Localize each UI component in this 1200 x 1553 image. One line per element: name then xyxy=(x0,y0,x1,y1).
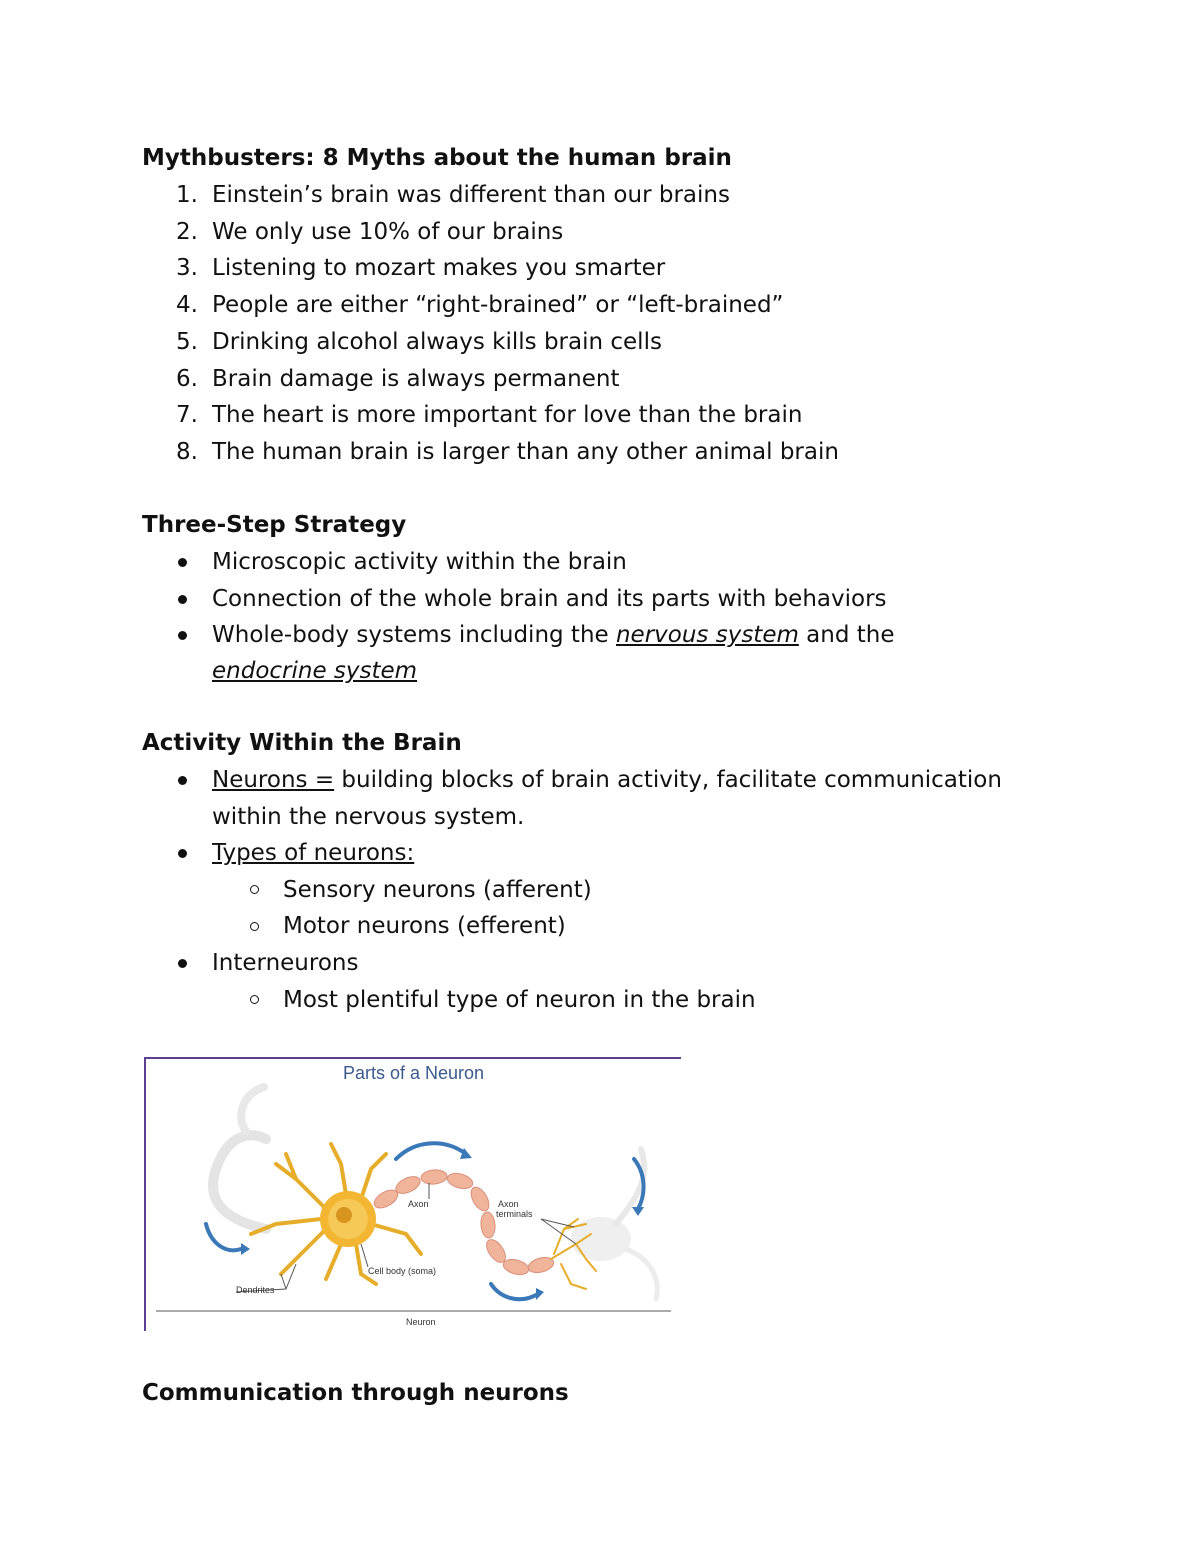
neurons-definition-cont: within the nervous system. xyxy=(212,804,525,830)
figure-title: Parts of a Neuron xyxy=(342,1063,485,1083)
bullet-icon xyxy=(178,558,187,567)
list-item: People are either “right-brained” or “left-brained” xyxy=(212,292,784,318)
communication-heading: Communication through neurons xyxy=(142,1380,569,1406)
neurons-term: Neurons = xyxy=(212,767,335,793)
axon-terminals-label: Axon xyxy=(498,1199,519,1209)
list-item: The human brain is larger than any other animal brain xyxy=(212,439,839,465)
list-item: Brain damage is always permanent xyxy=(212,366,620,392)
activity-heading: Activity Within the Brain xyxy=(142,730,462,756)
list-item: Listening to mozart makes you smarter xyxy=(212,255,666,281)
list-number: 4. xyxy=(176,292,198,318)
bullet-text: Whole-body systems including the xyxy=(212,622,616,648)
hollow-bullet-icon xyxy=(250,995,259,1004)
bullet-icon xyxy=(178,776,187,785)
cell-body-label: Cell body (soma) xyxy=(368,1266,437,1276)
list-item: Motor neurons (efferent) xyxy=(283,913,566,939)
list-item: The heart is more important for love than the brain xyxy=(212,402,803,428)
endocrine-system-term: endocrine system xyxy=(212,658,418,684)
dendrites-label: Dendrites xyxy=(236,1285,275,1295)
bullet-icon xyxy=(178,849,187,858)
list-item: Microscopic activity within the brain xyxy=(212,549,627,575)
list-number: 2. xyxy=(176,219,198,245)
list-item: Einstein’s brain was different than our brains xyxy=(212,182,730,208)
list-item xyxy=(212,620,895,650)
bullet-icon xyxy=(178,631,187,640)
neuron-diagram xyxy=(144,1057,681,1331)
list-item: Sensory neurons (afferent) xyxy=(283,877,592,903)
neuron-illustration xyxy=(146,1059,681,1331)
types-of-neurons-label: Types of neurons: xyxy=(212,840,415,866)
list-number: 8. xyxy=(176,439,198,465)
list-item: Most plentiful type of neuron in the brain xyxy=(283,987,756,1013)
bullet-icon xyxy=(178,959,187,968)
list-number: 3. xyxy=(176,255,198,281)
bullet-text: and the xyxy=(798,622,895,648)
list-item: We only use 10% of our brains xyxy=(212,219,564,245)
axon-terminals-label-line2: terminals xyxy=(496,1209,533,1219)
list-number: 5. xyxy=(176,329,198,355)
list-number: 6. xyxy=(176,366,198,392)
list-number: 1. xyxy=(176,182,198,208)
myths-heading: Mythbusters: 8 Myths about the human brain xyxy=(142,145,732,171)
hollow-bullet-icon xyxy=(250,922,259,931)
list-item xyxy=(212,765,1002,795)
bullet-icon xyxy=(178,595,187,604)
list-number: 7. xyxy=(176,402,198,428)
list-item: Drinking alcohol always kills brain cells xyxy=(212,329,662,355)
neuron-label: Neuron xyxy=(406,1317,436,1327)
list-item: Interneurons xyxy=(212,950,359,976)
hollow-bullet-icon xyxy=(250,885,259,894)
nervous-system-term: nervous system xyxy=(615,622,799,648)
list-item: Connection of the whole brain and its parts with behaviors xyxy=(212,586,887,612)
axon-label: Axon xyxy=(408,1199,429,1209)
strategy-heading: Three-Step Strategy xyxy=(142,512,407,538)
neurons-definition: building blocks of brain activity, facilitate communication xyxy=(334,767,1002,793)
